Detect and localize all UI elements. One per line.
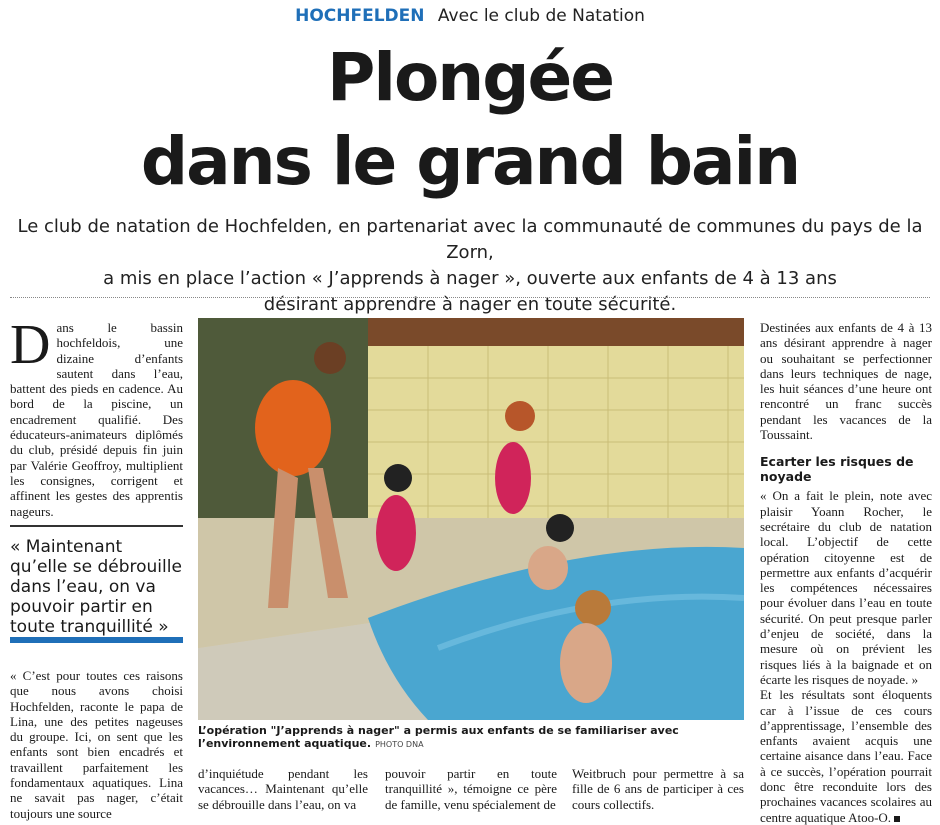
column-4-text: Weitbruch pour permettre à sa fille de 6 ans de participer à ces cours collectifs. xyxy=(572,766,744,812)
article-column-5 xyxy=(760,320,932,825)
column-1-text: ans le bassin hochfeldois, une dizaine d’enfants sautent dans l’eau, battent des pieds en cadence. Au bord de la piscine, un encadrement qualifié. Des éducateurs-animateurs diplômés du club, présidé depuis fin juin par Valérie Geoffroy, multiplient les consignes, corrigent et affinent les gestes des apprentis nageurs. xyxy=(10,320,183,519)
headline-line-1: Plongée xyxy=(326,39,614,116)
standfirst-line-3: désirant apprendre à nager en toute sécurité. xyxy=(263,294,677,315)
article-column-3 xyxy=(385,766,557,812)
photo-caption xyxy=(198,724,744,751)
drop-cap: D xyxy=(10,314,51,376)
kicker xyxy=(0,6,940,26)
intertitle: Ecarter les risques de noyade xyxy=(760,454,914,485)
kicker-place: HOCHFELDEN xyxy=(295,6,425,26)
headline-line-2: dans le grand bain xyxy=(140,123,800,200)
standfirst-line-2: a mis en place l’action « J’apprends à nager », ouverte aux enfants de 4 à 13 ans xyxy=(103,268,837,289)
article-photo xyxy=(198,318,744,720)
swimming-pool-photo xyxy=(198,318,744,720)
pull-quote-bar xyxy=(10,637,183,643)
column-5-paragraph-3 xyxy=(760,687,932,825)
column-2-text: d’inquiétude pendant les vacances… Maintenant qu’elle se débrouille dans l’eau, on va xyxy=(198,766,368,812)
column-5-paragraph-3-text: Et les résultats sont éloquents car à l’issue de ces cours d’apprentissage, l’ensemble des enfants avaient acquis une certaine aisance dans l’eau. Face à ce succès, l’opération pourrait donc être reconduite lors des prochaines vacances scolaires au centre aquatique Atoo-O. xyxy=(760,687,932,825)
pull-quote-text: « Maintenant qu’elle se débrouille dans l’eau, on va pouvoir partir en toute tranquillité » xyxy=(10,537,182,637)
article-column-1-continued xyxy=(10,668,183,821)
pull-quote xyxy=(10,525,183,643)
end-of-article-mark xyxy=(894,816,900,822)
article-column-4 xyxy=(572,766,744,812)
photo-credit: PHOTO DNA xyxy=(375,740,424,749)
article-column-2 xyxy=(198,766,368,812)
photo-caption-text: L’opération "J’apprends à nager" a permis aux enfants de se familiariser avec l’environnement aquatique. xyxy=(198,724,679,750)
column-3-text: pouvoir partir en toute tranquillité », témoigne ce père de famille, venu spécialement de xyxy=(385,766,557,812)
headline xyxy=(0,36,940,204)
column-5-paragraph-1: Destinées aux enfants de 4 à 13 ans désirant apprendre à nager ou souhaitant se perfectionner dans leurs techniques de nage, les huit séances d’une heure ont rencontré un franc succès pendant les vacances de la Toussaint. xyxy=(760,320,932,443)
column-1b-text: « C’est pour toutes ces raisons que nous avons choisi Hochfelden, raconte le papa de Lina, une des petites nageuses du groupe. Ici, on sent que les enfants sont bien encadrés et travaillent parfaitement les fondamentaux aquatiques. Lina ne savait pas nager, c’était toujours une source xyxy=(10,668,183,821)
standfirst xyxy=(10,214,930,318)
kicker-topic: Avec le club de Natation xyxy=(437,6,645,26)
standfirst-line-1: Le club de natation de Hochfelden, en partenariat avec la communauté de communes du pays de la Zorn, xyxy=(17,216,923,263)
article-column-1 xyxy=(10,314,183,519)
section-divider xyxy=(10,297,930,298)
column-5-paragraph-2: « On a fait le plein, note avec plaisir Yoann Rocher, le secrétaire du club de natation local. L’objectif de cette opération citoyenne est de permettre aux enfants d’acquérir les compétences nécessaires pour évoluer dans l’eau en toute sécurité. On peut presque parler d’enjeu de société, dans la mesure où on prévient les risques liés à la baignade et on écarte les risques de noyade. » xyxy=(760,488,932,687)
